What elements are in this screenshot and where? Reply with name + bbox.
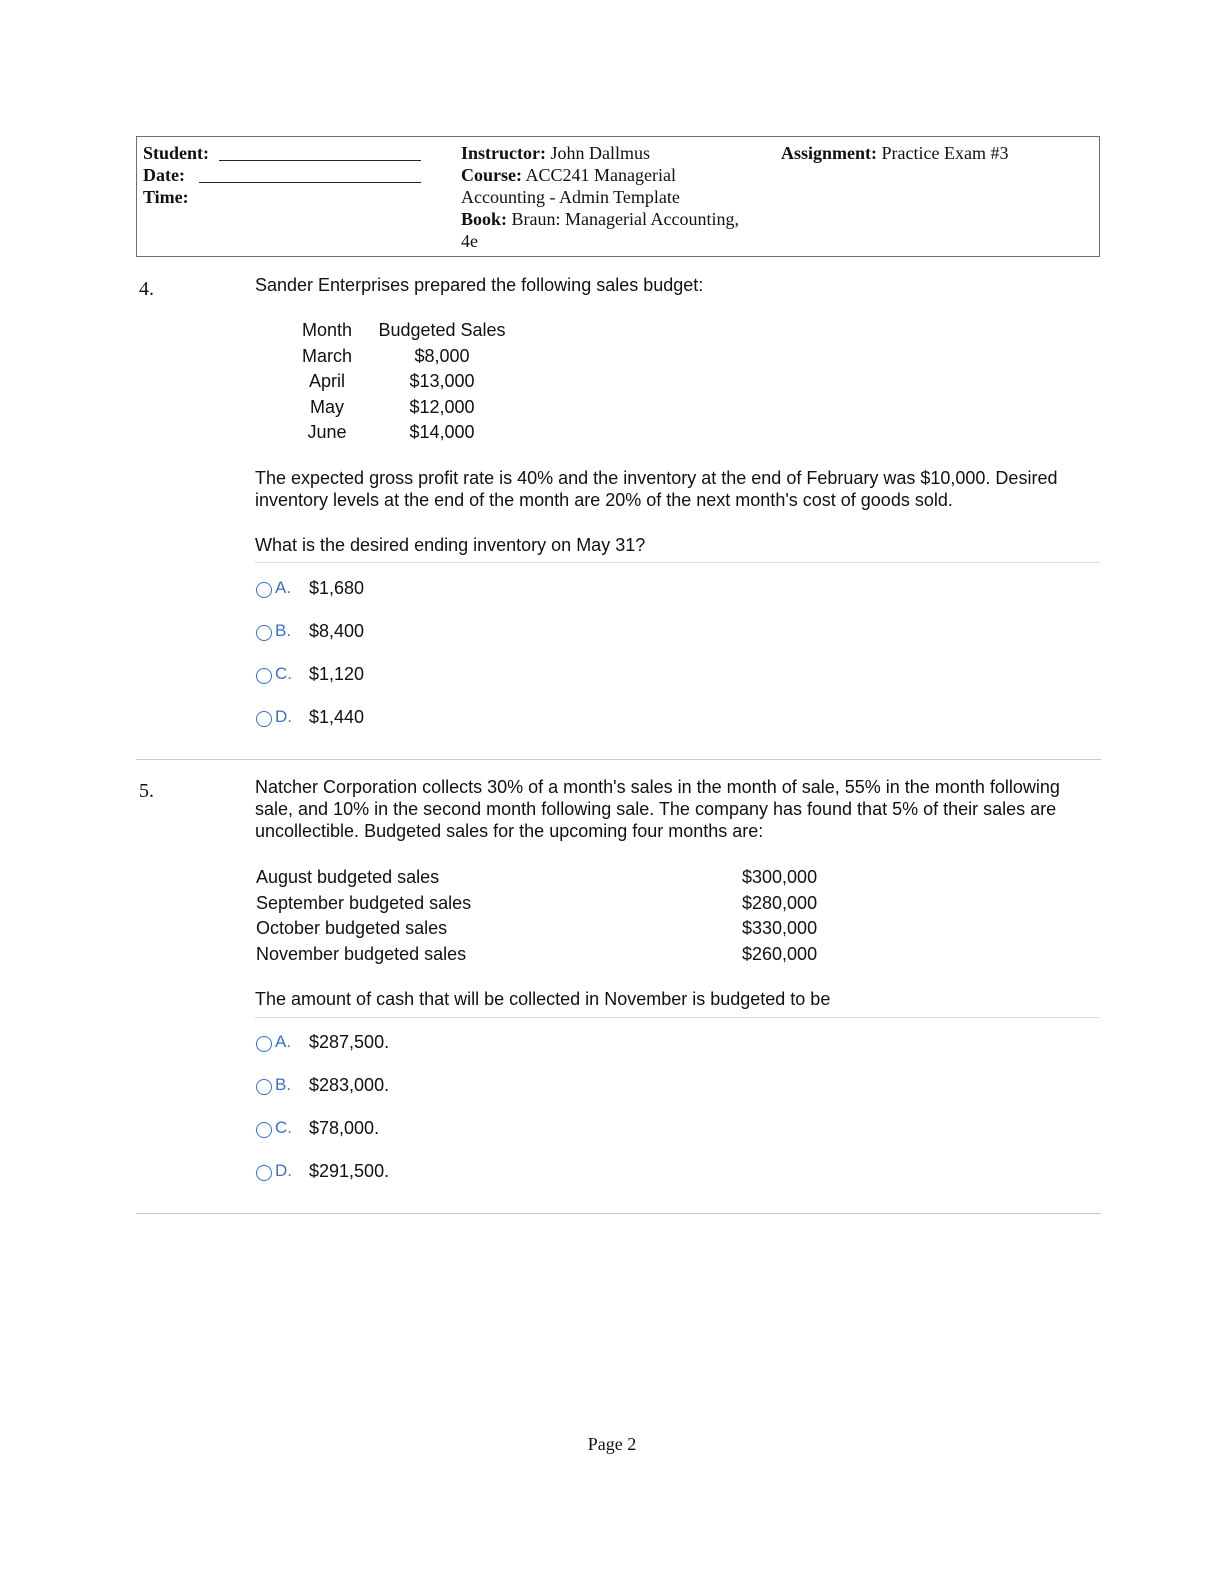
course-label: Course: [461,165,522,185]
radio-button-icon[interactable] [256,625,272,641]
book-value-continued: 4e [461,231,478,251]
question-number: 4. [139,278,154,300]
sales-value: $12,000 [409,396,475,417]
prompt-divider [255,562,1100,563]
question-intro: Sander Enterprises prepared the following sales budget: [255,275,704,295]
answer-choice-d[interactable] [256,1159,389,1183]
table-row [290,369,607,395]
table-row [290,395,607,421]
sales-cell [364,420,607,446]
sales-label: September budgeted sales [256,892,472,913]
answer-choice-d[interactable] [256,705,364,729]
student-label: Student: [143,143,210,163]
assignment-label: Assignment: [781,143,878,163]
question-prompt: What is the desired ending inventory on May 31? [255,535,646,555]
answer-choice-a[interactable] [256,1030,389,1054]
sales-label: October budgeted sales [256,918,448,939]
choice-value: $1,440 [309,706,365,727]
table-row [290,344,607,370]
column-header-budgeted-sales: Budgeted Sales [378,320,506,341]
course-info [461,142,781,252]
table-row [256,891,862,917]
sales-value: $8,000 [414,345,470,366]
sales-amount: $300,000 [742,867,818,888]
choice-value: $78,000. [309,1117,380,1138]
choice-value: $1,680 [309,577,365,598]
question-prompt: The amount of cash that will be collected in November is budgeted to be [255,989,831,1009]
choice-value: $287,500. [309,1031,390,1052]
choice-letter: C. [275,1118,292,1137]
assignment-header [136,136,1100,257]
assignment-value: Practice Exam #3 [881,143,1009,163]
date-blank [199,182,421,183]
choice-letter: B. [275,621,292,640]
choice-letter: D. [275,707,292,726]
radio-button-icon[interactable] [256,668,272,684]
table-row [256,865,862,891]
page-number: Page 2 [587,1434,637,1454]
choice-letter: C. [275,664,292,683]
sales-value: $13,000 [409,371,475,392]
instructor-value: John Dallmus [550,143,650,163]
sales-amount: $280,000 [742,892,818,913]
column-header-month: Month [301,320,353,341]
month-cell: May [309,396,344,417]
answer-choice-c[interactable] [256,1116,379,1140]
radio-button-icon[interactable] [256,1036,272,1052]
prompt-divider [255,1017,1100,1018]
column-header-cell [364,318,607,344]
radio-button-icon[interactable] [256,711,272,727]
question-divider [136,1213,1101,1214]
answer-choice-b[interactable] [256,619,364,643]
choice-letter: D. [275,1161,292,1180]
answer-choice-c[interactable] [256,662,364,686]
table-row [290,420,607,446]
choice-letter: B. [275,1075,292,1094]
student-info [143,142,443,208]
month-cell: June [307,422,347,443]
book-label: Book: [461,209,508,229]
sales-amount: $260,000 [742,943,818,964]
radio-button-icon[interactable] [256,1165,272,1181]
student-blank [219,160,421,161]
course-value-continued: Accounting - Admin Template [461,187,680,207]
answer-choice-a[interactable] [256,576,364,600]
radio-button-icon[interactable] [256,1079,272,1095]
choice-value: $8,400 [309,620,365,641]
sales-value: $14,000 [409,422,475,443]
question-detail: The expected gross profit rate is 40% and the inventory at the end of February was $10,000. Desired inventory levels at the end of the month are 20% of the next month's cost of goods sold. [255,468,1058,510]
radio-button-icon[interactable] [256,1122,272,1138]
instructor-label: Instructor: [461,143,546,163]
month-cell: March [301,345,352,366]
course-value: ACC241 Managerial [525,165,676,185]
question-divider [136,759,1101,760]
choice-value: $1,120 [309,663,365,684]
sales-cell [364,344,607,370]
month-cell: April [308,371,345,392]
radio-button-icon[interactable] [256,582,272,598]
budgeted-sales-table [256,865,862,967]
sales-label: August budgeted sales [256,867,440,888]
table-row [256,942,862,968]
choice-value: $283,000. [309,1074,390,1095]
table-header-row [290,318,607,344]
answer-choice-b[interactable] [256,1073,389,1097]
sales-cell [364,369,607,395]
question-number: 5. [139,780,154,802]
table-row [256,916,862,942]
assignment-info [781,142,1091,164]
date-label: Date: [143,165,185,185]
sales-budget-table [290,318,607,446]
sales-amount: $330,000 [742,918,818,939]
choice-letter: A. [275,578,292,597]
book-value: Braun: Managerial Accounting, [511,209,739,229]
sales-label: November budgeted sales [256,943,467,964]
choice-letter: A. [275,1032,292,1051]
time-label: Time: [143,187,189,207]
sales-cell [364,395,607,421]
choice-value: $291,500. [309,1160,390,1181]
question-intro: Natcher Corporation collects 30% of a month's sales in the month of sale, 55% in the month following sale, and 10% in the second month following sale. The company has found that 5% of their sales are uncollectible. Budgeted sales for the upcoming four months are: [255,777,1060,841]
